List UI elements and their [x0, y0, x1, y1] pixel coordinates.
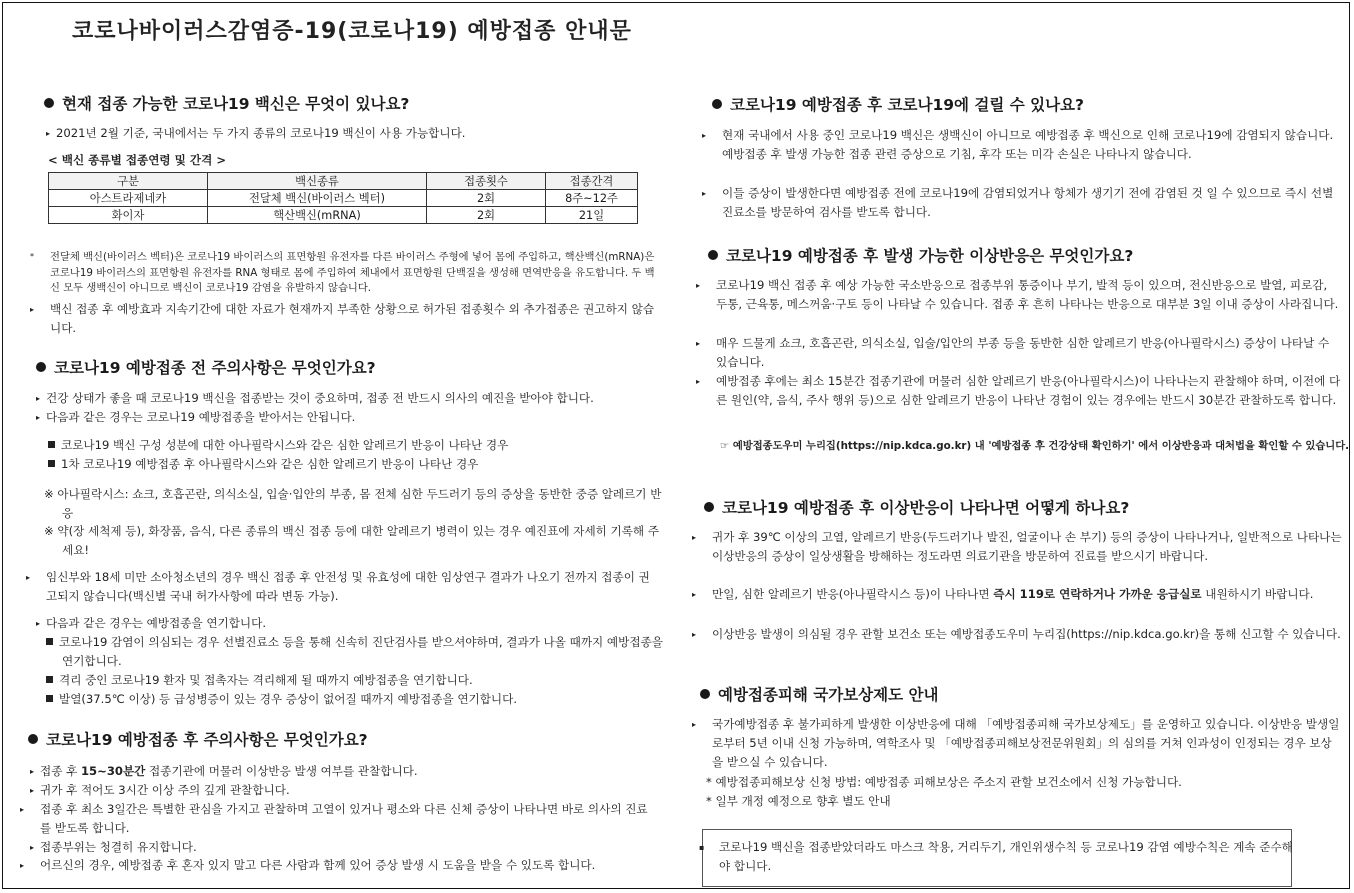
paragraph: ▸ 이들 증상이 발생한다면 예방접종 전에 코로나19에 감염되었거나 항체가 생기기 전에 감염된 것 일 수 있으므로 즉시 선별진료소를 방문하여 검사를 받도록 합니다. [702, 186, 1334, 219]
vaccine-table [48, 172, 638, 224]
bullet-dot-icon [712, 99, 722, 109]
paragraph: ▸ 이상반응 발생이 의심될 경우 관할 보건소 또는 예방접종도우미 누리집(https://nip.kdca.go.kr)을 통해 신고할 수 있습니다. [692, 627, 1341, 641]
bullet-dot-icon [28, 734, 38, 744]
square-bullet-icon [48, 460, 55, 467]
square-bullet-icon [46, 676, 53, 683]
table-caption: < 백신 종류별 접종연령 및 간격 > [48, 153, 227, 167]
paragraph: ▸ 임신부와 18세 미만 소아청소년의 경우 백신 접종 후 안전성 및 유효성에 대한 임상연구 결과가 나오기 전까지 접종이 권고되지 않습니다(백신별 국내 허가사항에 따라 변동 가능). [26, 570, 650, 603]
footnote: * 전달체 백신(바이러스 벡터)은 코로나19 바이러스의 표면항원 유전자를 다른 바이러스 주형에 넣어 몸에 주입하고, 핵산백신(mRNA)은 코로나19 바이러스의 표면항원 유전자를 RNA 형태로 몸에 주입하여 체내에서 표면항원 단백질을 생성해 면역반응을 유도합니다. 두 백신 모두 생백신이 아니므로 백신이 코로나19 감염을 유발하지 않습니다. [30, 251, 655, 294]
list-item: 코로나19 감염이 의심되는 경우 선별진료소 등을 통해 신속히 진단검사를 받으셔야하며, 결과가 나올 때까지 예방접종을 연기합니다. [42, 633, 668, 671]
table-row [49, 190, 638, 207]
list-item: 발열(37.5℃ 이상) 등 급성병증이 있는 경우 증상이 없어질 때까지 예방접종을 연기합니다. [42, 690, 648, 709]
bullet-dot-icon [36, 362, 46, 372]
paragraph: ▸ 귀가 후 39℃ 이상의 고열, 알레르기 반응(두드러기나 발진, 얼굴이나 손 부기) 등의 증상이 나타나거나, 일반적으로 나타나는 이상반응의 증상이 일상생활을 방해하는 정도라면 의료기관을 방문하여 진료를 받으시기 바랍니다. [692, 530, 1342, 563]
section-heading: 코로나19 예방접종 후 이상반응이 나타나면 어떻게 하나요? [704, 496, 1129, 518]
table-cell: 2회 [427, 207, 546, 224]
paragraph: ▸ 예방접종 후에는 최소 15분간 접종기관에 머물러 심한 알레르기 반응(아나필락시스)이 나타나는지 관찰해야 하며, 이전에 다른 원인(약, 음식, 주사 행위 등)으로 심한 알레르기 반응이 나타난 경험이 있는 경우에는 반드시 30분간 관찰하도록 합니다. [696, 374, 1341, 407]
paragraph: ▸ 다음과 같은 경우는 코로나19 예방접종을 받아서는 안됩니다. [36, 410, 356, 424]
note: ※ 아나필락시스: 쇼크, 호흡곤란, 의식소실, 입술·입안의 부종, 몸 전체 심한 두드러기 등의 증상을 동반한 중증 알레르기 반응 [44, 487, 662, 520]
section-heading: 코로나19 예방접종 후 코로나19에 걸릴 수 있나요? [712, 93, 1084, 115]
list-item: 코로나19 백신 구성 성분에 대한 아나필락시스와 같은 심한 알레르기 반응이 나타난 경우 [44, 436, 648, 455]
paragraph: ▸ 어르신의 경우, 예방접종 후 혼자 있지 말고 다른 사람과 함께 있어 증상 발생 시 도움을 받을 수 있도록 합니다. [20, 858, 596, 872]
note: * 예방접종피해보상 신청 방법: 예방접종 피해보상은 주소지 관할 보건소에서 신청 가능합니다. [706, 775, 1182, 789]
paragraph: ▸ 다음과 같은 경우는 예방접종을 연기합니다. [36, 616, 267, 630]
paragraph: ▸ 귀가 후 적어도 3시간 이상 주의 깊게 관찰합니다. [30, 783, 290, 797]
document-title: 코로나바이러스감염증-19(코로나19) 예방접종 안내문 [72, 19, 632, 44]
paragraph: ▸ 접종부위는 청결히 유지합니다. [30, 840, 197, 854]
paragraph: ▸ 건강 상태가 좋을 때 코로나19 백신을 접종받는 것이 중요하며, 접종 전 반드시 의사의 예진을 받아야 합니다. [36, 391, 594, 405]
paragraph: ▸ 접종 후 최소 3일간은 특별한 관심을 가지고 관찰하며 고열이 있거나 평소와 다른 신체 증상이 나타나면 바로 의사의 진료를 받도록 합니다. [20, 802, 648, 835]
table-header: 접종횟수 [427, 173, 546, 190]
tip-note: ☞ 예방접종도우미 누리집(https://nip.kdca.go.kr) 내 '예방접종 후 건강상태 확인하기' 에서 이상반응과 대처법을 확인할 수 있습니다. [720, 440, 1350, 452]
paragraph: ▸ 매우 드물게 쇼크, 호흡곤란, 의식소실, 입술/입안의 부종 등을 동반한 심한 알레르기 반응(아나필락시스) 증상이 나타날 수 있습니다. [696, 336, 1330, 369]
table-header: 구분 [49, 173, 208, 190]
section-heading: 예방접종피해 국가보상제도 안내 [700, 683, 938, 705]
square-bullet-icon [46, 695, 53, 702]
square-bullet-icon [48, 441, 55, 448]
section-heading: 코로나19 예방접종 전 주의사항은 무엇인가요? [36, 356, 376, 378]
table-cell: 화이자 [49, 207, 208, 224]
table-header: 백신종류 [208, 173, 427, 190]
square-bullet-icon [46, 638, 53, 645]
paragraph: ▸ 국가예방접종 후 불가피하게 발생한 이상반응에 대해 「예방접종피해 국가보상제도」를 운영하고 있습니다. 이상반응 발생일로부터 5년 이내 신청 가능하며, 역학조사 및 「예방접종피해보상전문위원회」의 심의를 거쳐 인과성이 인정되는 경우 보상을 받으실 수 있습니다. [692, 717, 1340, 769]
bullet-dot-icon [704, 502, 714, 512]
paragraph: ▸ 만일, 심한 알레르기 반응(아나필락시스 등)이 나타나면 즉시 119로 연락하거나 가까운 응급실로 내원하시기 바랍니다. [692, 587, 1314, 601]
bullet-dot-icon [44, 98, 54, 108]
bullet-dot-icon [700, 689, 710, 699]
table-cell: 2회 [427, 190, 546, 207]
paragraph: ▸ 접종 후 15~30분간 접종기관에 머물러 이상반응 발생 여부를 관찰합니다. [30, 764, 418, 778]
table-cell: 전달체 백신(바이러스 벡터) [208, 190, 427, 207]
reminder-box [699, 829, 1293, 887]
list-item: 1차 코로나19 예방접종 후 아나필락시스와 같은 심한 알레르기 반응이 나타난 경우 [44, 455, 648, 474]
section-heading: 현재 접종 가능한 코로나19 백신은 무엇이 있나요? [44, 92, 409, 114]
table-cell: 8주~12주 [546, 190, 638, 207]
table-cell: 21일 [546, 207, 638, 224]
note: ※ 약(장 세척제 등), 화장품, 음식, 다른 종류의 백신 접종 등에 대한 알레르기 병력이 있는 경우 예진표에 자세히 기록해 주세요! [44, 524, 660, 557]
paragraph: ▸ 2021년 2월 기준, 국내에서는 두 가지 종류의 코로나19 백신이 사용 가능합니다. [46, 126, 466, 140]
paragraph: ▸ 코로나19 백신 접종 후 예상 가능한 국소반응으로 접종부위 통증이나 부기, 발적 등이 있으며, 전신반응으로 발열, 피로감, 두통, 근육통, 메스꺼움·구토 등이 나타날 수 있습니다. 접종 후 흔히 나타나는 반응으로 대부분 3일 이내 증상이 사라집니다. [696, 278, 1339, 311]
table-header-row [49, 173, 638, 190]
section-heading: 코로나19 예방접종 후 발생 가능한 이상반응은 무엇인가요? [708, 244, 1133, 266]
paragraph: ▸ 현재 국내에서 사용 중인 코로나19 백신은 생백신이 아니므로 예방접종 후 백신으로 인해 코로나19에 감염되지 않습니다. 예방접종 후 발생 가능한 접종 관련 증상으로 기침, 후각 또는 미각 손실은 나타나지 않습니다. [702, 128, 1334, 161]
table-cell: 아스트라제네카 [49, 190, 208, 207]
bullet-dot-icon [708, 250, 718, 260]
table-header: 접종간격 [546, 173, 638, 190]
table-row [49, 207, 638, 224]
section-heading: 코로나19 예방접종 후 주의사항은 무엇인가요? [28, 728, 368, 750]
paragraph: ▸ 백신 접종 후 예방효과 지속기간에 대한 자료가 현재까지 부족한 상황으로 허가된 접종횟수 외 추가접종은 권고하지 않습니다. [30, 302, 655, 335]
note: * 일부 개정 예정으로 향후 별도 안내 [706, 794, 891, 808]
list-item: 격리 중인 코로나19 환자 및 접촉자는 격리해제 될 때까지 예방접종을 연기합니다. [42, 671, 648, 690]
reminder-text: ▪ 코로나19 백신을 접종받았더라도 마스크 착용, 거리두기, 개인위생수칙 등 코로나19 감염 예방수칙은 계속 준수해야 합니다. [699, 840, 1293, 873]
table-cell: 핵산백신(mRNA) [208, 207, 427, 224]
